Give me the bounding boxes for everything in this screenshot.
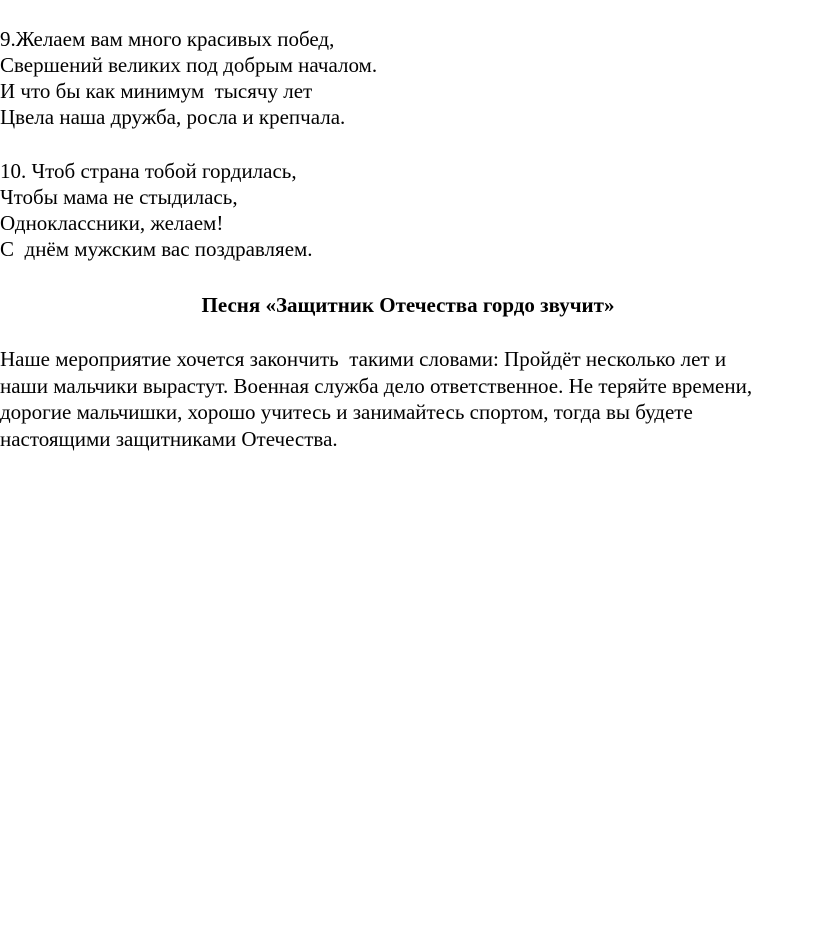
paragraph-line: дорогие мальчишки, хорошо учитесь и занимайтесь спортом, тогда вы будете [0, 400, 693, 424]
poem-stanza-10 [0, 158, 313, 262]
poem-stanza-9 [0, 26, 377, 130]
poem-line: С днём мужским вас поздравляем. [0, 237, 313, 261]
paragraph-line: наши мальчики вырастут. Военная служба дело ответственное. Не теряйте времени, [0, 373, 753, 398]
poem-line: Цвела наша дружба, росла и крепчала. [0, 105, 346, 129]
poem-line: И что бы как минимум тысячу лет [0, 79, 313, 103]
closing-paragraph [0, 346, 752, 452]
song-title-heading: Песня «Защитник Отечества гордо звучит» [201, 293, 615, 317]
paragraph-line: настоящими защитниками Отечества. [0, 426, 338, 451]
poem-line: Чтобы мама не стыдилась, [0, 185, 238, 209]
poem-line: 10. Чтоб страна тобой гордилась, [0, 159, 297, 183]
paragraph-line: Наше мероприятие хочется закончить такими словами: Пройдёт несколько лет и [0, 347, 727, 371]
poem-line: Одноклассники, желаем! [0, 211, 224, 235]
poem-line: 9.Желаем вам много красивых побед, [0, 27, 335, 51]
poem-line: Свершений великих под добрым началом. [0, 53, 378, 77]
